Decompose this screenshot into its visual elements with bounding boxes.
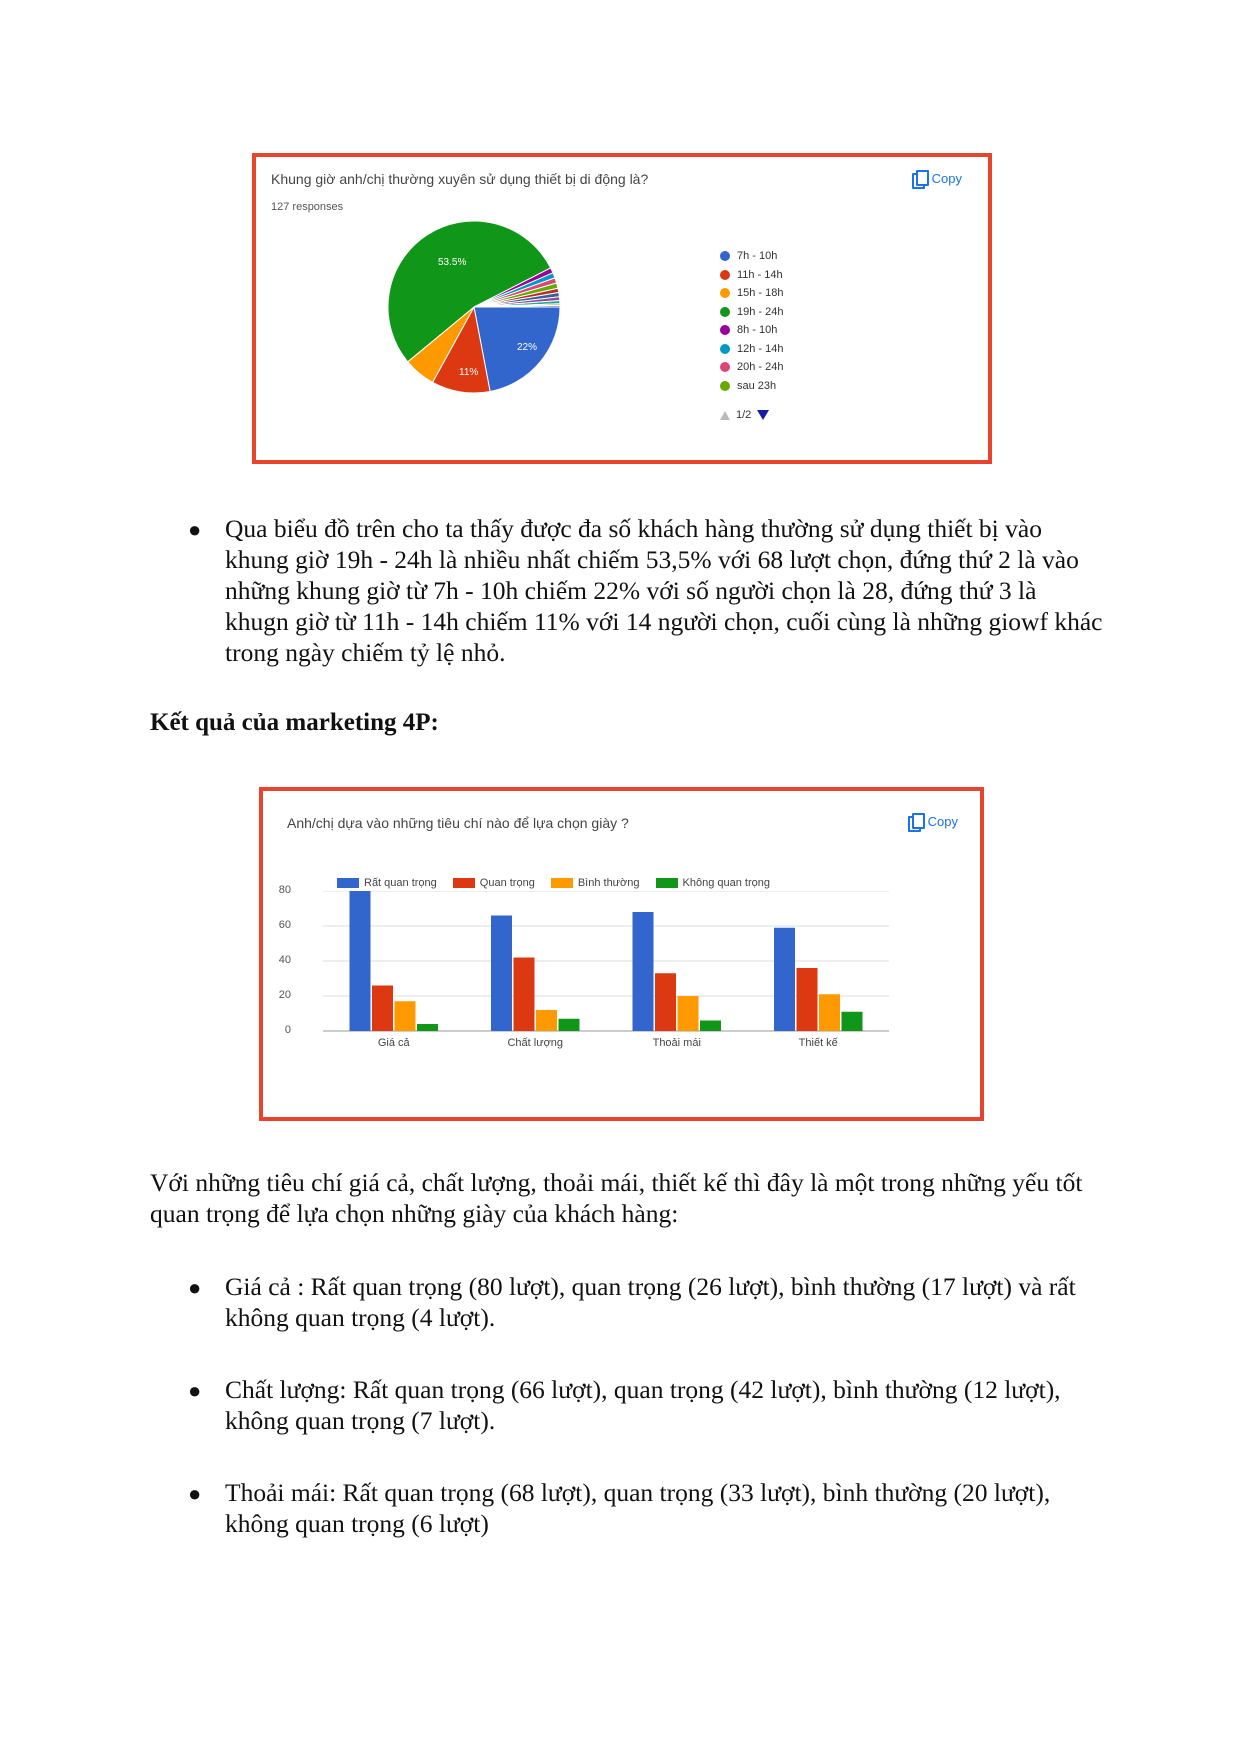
bar [417, 1024, 438, 1031]
x-tick-label: Thoải mái [652, 1037, 701, 1049]
bullet-quality: Chất lượng: Rất quan trọng (66 lượt), quan trọng (42 lượt), bình thường (12 lượt), không quan trọng (7 lượt). [225, 1375, 1061, 1435]
bar [372, 986, 393, 1032]
bar-chart-card [259, 787, 984, 1121]
pie-chart-card [252, 153, 992, 464]
legend-label: 15h - 18h [737, 287, 784, 300]
bar [536, 1010, 557, 1031]
bar-legend-item [337, 877, 437, 889]
bar-legend-item [453, 877, 535, 889]
bullet-marker: ● [188, 517, 202, 542]
pie-legend-item [720, 303, 783, 322]
pie-legend [720, 247, 783, 421]
bar [491, 916, 512, 1032]
y-tick-label: 80 [278, 884, 291, 896]
bullet-price: Giá cả : Rất quan trọng (80 lượt), quan trọng (26 lượt), bình thường (17 lượt) và rất không quan trọng (4 lượt). [225, 1272, 1076, 1332]
legend-label: 7h - 10h [737, 250, 778, 263]
bar [678, 996, 699, 1031]
legend-label: 20h - 24h [737, 361, 784, 374]
bar [514, 958, 535, 1032]
bar [559, 1019, 580, 1031]
bar-copy-button[interactable] [908, 813, 958, 829]
pie-response-count: 127 responses [271, 201, 344, 213]
pie-copy-button[interactable] [912, 170, 962, 186]
pie-label-red: 11% [459, 367, 479, 378]
bar [633, 912, 654, 1031]
x-tick-label: Chất lượng [507, 1037, 564, 1049]
copy-icon [908, 813, 922, 829]
bar-legend [337, 877, 770, 889]
pie-legend-item [720, 321, 783, 340]
legend-swatch [720, 307, 730, 317]
pie-legend-item [720, 247, 783, 266]
bar [655, 973, 676, 1031]
bar [395, 1001, 416, 1031]
bullet-marker: ● [188, 1481, 202, 1506]
next-page-icon[interactable] [757, 410, 769, 420]
pie-legend-item [720, 358, 783, 377]
copy-icon [912, 170, 926, 186]
y-tick-label: 40 [278, 954, 291, 966]
legend-swatch [656, 878, 678, 888]
legend-label: 12h - 14h [737, 342, 784, 355]
bullet-marker: ● [188, 1378, 202, 1403]
legend-swatch [551, 878, 573, 888]
bar [350, 891, 371, 1031]
legend-label: 19h - 24h [737, 305, 784, 318]
bullet-comfort: Thoải mái: Rất quan trọng (68 lượt), quan trọng (33 lượt), bình thường (20 lượt), không quan trọng (6 lượt) [225, 1478, 1051, 1538]
legend-label: Quan trọng [479, 877, 535, 889]
section-heading: Kết quả của marketing 4P: [150, 709, 439, 736]
intro-paragraph: Với những tiêu chí giá cả, chất lượng, thoải mái, thiết kế thì đây là một trong những yếu tốt quan trọng để lựa chọn những giày của khách hàng: [150, 1168, 1083, 1228]
bar [842, 1012, 863, 1031]
bar-question-title: Anh/chị dựa vào những tiêu chí nào để lựa chọn giày ? [287, 815, 629, 831]
pie-legend-item [720, 340, 783, 359]
legend-swatch [720, 344, 730, 354]
bar [774, 928, 795, 1031]
pie-pager-label: 1/2 [736, 409, 752, 421]
pie-copy-label: Copy [931, 170, 962, 186]
legend-swatch [720, 288, 730, 298]
bar [700, 1021, 721, 1032]
legend-label: 8h - 10h [737, 324, 778, 337]
legend-swatch [337, 878, 359, 888]
y-tick-label: 20 [278, 989, 291, 1001]
pie-legend-item [720, 377, 783, 396]
y-tick-label: 60 [278, 919, 291, 931]
x-tick-label: Thiết kế [798, 1037, 838, 1049]
previous-page-icon[interactable] [720, 411, 730, 420]
pie-legend-item [720, 284, 783, 303]
legend-swatch [453, 878, 475, 888]
legend-swatch [720, 325, 730, 335]
legend-label: 11h - 14h [737, 268, 783, 281]
legend-label: sau 23h [737, 379, 777, 392]
legend-swatch [720, 270, 730, 280]
legend-label: Bình thường [577, 877, 640, 889]
legend-label: Rất quan trọng [364, 877, 437, 889]
pie-legend-pager [720, 409, 783, 421]
pie-label-green: 53.5% [438, 257, 467, 268]
x-tick-label: Giá cả [377, 1037, 410, 1049]
legend-label: Không quan trọng [682, 877, 770, 889]
bar-copy-label: Copy [927, 813, 958, 829]
bar [797, 968, 818, 1031]
pie-question-title: Khung giờ anh/chị thường xuyên sử dụng thiết bị di động là? [271, 171, 649, 187]
legend-swatch [720, 251, 730, 261]
bar-legend-item [656, 877, 770, 889]
pie-legend-item [720, 266, 783, 285]
legend-swatch [720, 381, 730, 391]
bar [819, 994, 840, 1031]
bullet-marker: ● [188, 1275, 202, 1300]
pie-analysis-paragraph: Qua biểu đồ trên cho ta thấy được đa số khách hàng thường sử dụng thiết bị vào khung giờ 19h - 24h là nhiều nhất chiếm 53,5% với 68 lượt chọn, đứng thứ 2 là vào những khung giờ từ 7h - 10h chiếm 22% với số người chọn là 28, đứng thứ 3 là khugn giờ từ 11h - 14h chiếm 11% với 14 người chọn, cuối cùng là những giowf khác trong ngày chiếm tỷ lệ nhỏ. [225, 514, 1103, 667]
legend-swatch [720, 362, 730, 372]
bar-legend-item [551, 877, 640, 889]
pie-chart [386, 217, 646, 457]
y-tick-label: 0 [284, 1024, 291, 1036]
pie-label-blue: 22% [517, 342, 538, 353]
